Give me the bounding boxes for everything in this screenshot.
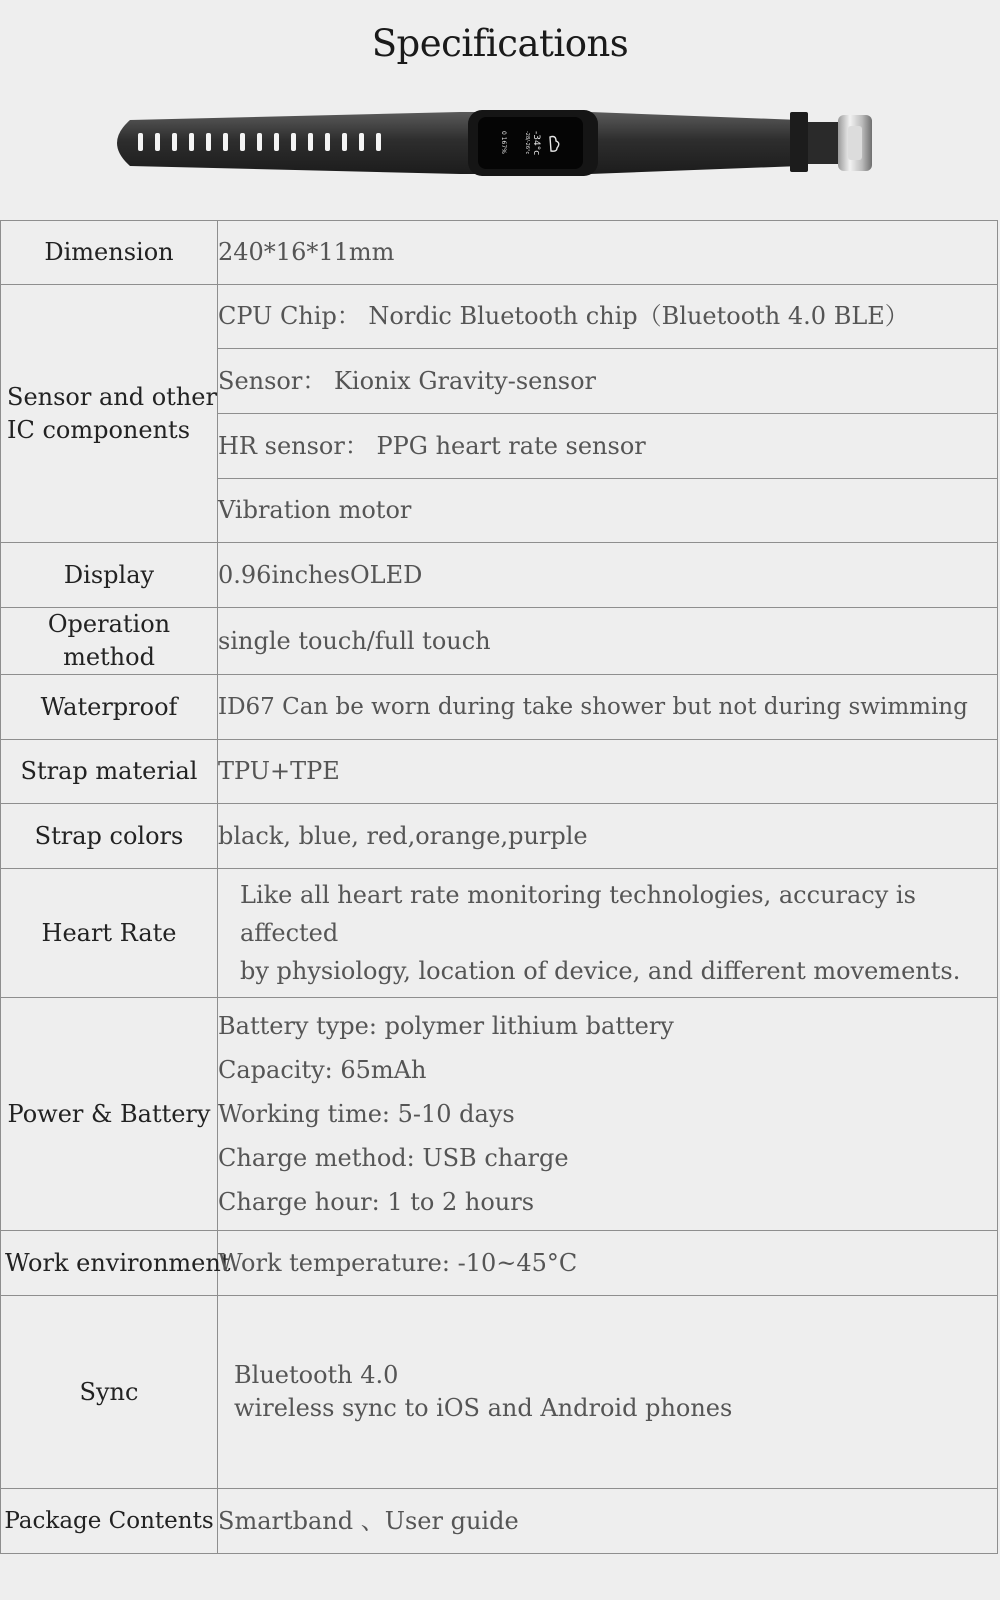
row-value-waterproof: ID67 Can be worn during take shower but not during swimming (218, 675, 998, 740)
band-screen-temp: -34°c (531, 131, 541, 156)
row-value-package-contents: Smartband 、User guide (218, 1489, 998, 1554)
row-value-power-battery (218, 998, 998, 1231)
row-label-heart-rate: Heart Rate (1, 869, 218, 998)
sync-line-1: Bluetooth 4.0 (234, 1361, 399, 1389)
row-value-sync (218, 1296, 998, 1489)
row-label-strap-colors: Strap colors (1, 804, 218, 869)
row-value-vibration-motor: Vibration motor (218, 479, 998, 543)
charge-method: Charge method: USB charge (218, 1144, 569, 1172)
row-value-dimension: 240*16*11mm (218, 221, 998, 285)
row-value-hr-sensor: HR sensor： PPG heart rate sensor (218, 414, 998, 479)
smartband-image (100, 100, 900, 190)
table-row (1, 1296, 998, 1489)
row-value-cpu-chip: CPU Chip： Nordic Bluetooth chip（Bluetooth 4.0 BLE） (218, 285, 998, 349)
row-label-dimension: Dimension (1, 221, 218, 285)
row-label-work-environment: Work environment (1, 1231, 218, 1296)
heart-rate-line-1: Like all heart rate monitoring technologies, accuracy is affected (240, 881, 916, 947)
row-value-strap-colors: black, blue, red,orange,purple (218, 804, 998, 869)
row-value-sensor: Sensor： Kionix Gravity-sensor (218, 349, 998, 414)
row-value-work-environment: Work temperature: -10~45°C (218, 1231, 998, 1296)
heart-rate-line-2: by physiology, location of device, and different movements. (240, 957, 961, 985)
sync-line-2: wireless sync to iOS and Android phones (234, 1394, 733, 1422)
row-label-power-battery: Power & Battery (1, 998, 218, 1231)
table-row (1, 1489, 998, 1554)
table-row (1, 869, 998, 998)
row-label-strap-material: Strap material (1, 740, 218, 804)
band-screen-range: -28/-26°c (524, 131, 530, 155)
table-row (1, 804, 998, 869)
row-value-operation-method: single touch/full touch (218, 608, 998, 675)
row-value-display: 0.96inchesOLED (218, 543, 998, 608)
row-label-operation-method (1, 608, 218, 675)
page-title: Specifications (371, 22, 629, 65)
row-label-display: Display (1, 543, 218, 608)
operation-label-text: Operation method (47, 610, 171, 671)
table-row (1, 221, 998, 285)
table-row (1, 740, 998, 804)
row-label-sensor-ic: Sensor and other IC components (1, 285, 218, 543)
battery-type: Battery type: polymer lithium battery (218, 1012, 674, 1040)
row-value-strap-material: TPU+TPE (218, 740, 998, 804)
table-row (1, 675, 998, 740)
battery-capacity: Capacity: 65mAh (218, 1056, 427, 1084)
working-time: Working time: 5-10 days (218, 1100, 515, 1128)
table-row (1, 608, 998, 675)
table-row (1, 285, 998, 349)
charge-hour: Charge hour: 1 to 2 hours (218, 1188, 535, 1216)
table-row (1, 543, 998, 608)
row-label-sync: Sync (1, 1296, 218, 1489)
row-value-heart-rate (218, 869, 998, 998)
band-screen-humidity: 0 167% (500, 131, 507, 154)
specifications-table (0, 220, 998, 1554)
row-label-package-contents: Package Contents (1, 1489, 218, 1554)
table-row (1, 998, 998, 1231)
strap-holes (138, 133, 381, 151)
table-row (1, 1231, 998, 1296)
row-label-waterproof: Waterproof (1, 675, 218, 740)
